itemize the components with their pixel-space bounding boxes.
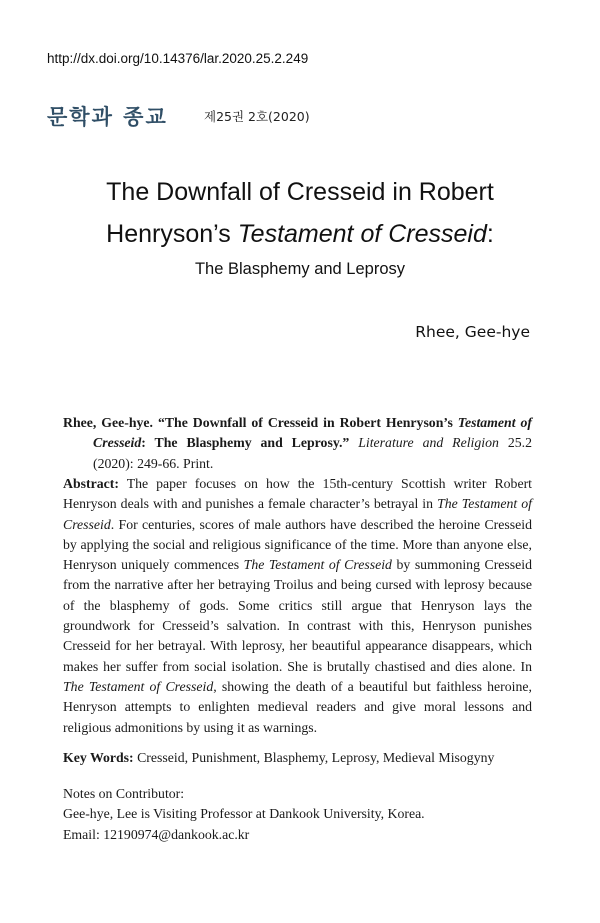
abstract-text-1: The paper focuses on how the 15th-century Scottish writer Robert Henryson deals with and punishes a female character’s betrayal in: [63, 476, 532, 512]
title-italic: Testament of Cresseid: [237, 220, 487, 248]
journal-name: 문학과 종교: [47, 105, 168, 129]
abstract-italic-2: The Testament of Cresseid: [243, 557, 392, 573]
keywords-label: Key Words:: [63, 750, 134, 765]
notes-heading: Notes on Contributor:: [63, 786, 185, 801]
contributor-notes: [63, 784, 425, 845]
abstract-text-4: , showing the death of a beautiful but faithless heroine, Henryson attempts to enlighten medieval readers and give moral lessons and religious admonitions by using it as warnings.: [63, 678, 532, 735]
abstract-text-2: . For centuries, scores of male authors have described the heroine Cresseid by applying the social and religious significance of the time. More than anyone else, Henryson uniquely commences: [63, 516, 532, 573]
abstract: [63, 474, 532, 738]
notes-bio: Gee-hye, Lee is Visiting Professor at Dankook University, Korea.: [63, 806, 425, 822]
paper-title-line2: [0, 220, 600, 249]
title-suffix: :: [486, 220, 494, 248]
paper-subtitle: The Blasphemy and Leprosy: [194, 260, 406, 278]
abstract-label: Abstract:: [63, 476, 119, 491]
keywords-value: Cresseid, Punishment, Blasphemy, Leprosy, Medieval Misogyny: [137, 750, 495, 765]
citation: [63, 413, 532, 474]
citation-title-start: “The Downfall of Cresseid in Robert Henryson’s: [157, 415, 458, 430]
abstract-italic-3: The Testament of Cresseid: [63, 678, 214, 694]
citation-author: Rhee, Gee-hye.: [63, 415, 153, 430]
paper-title-line1: The Downfall of Cresseid in Robert: [106, 178, 494, 206]
citation-journal: Literature and Religion: [358, 435, 499, 451]
doi-link[interactable]: http://dx.doi.org/10.14376/lar.2020.25.2.249: [47, 51, 309, 66]
author-name: Rhee, Gee-hye: [415, 323, 530, 341]
citation-details: 25.2 (2020): 249-66. Print.: [93, 435, 532, 471]
journal-issue: 제25권 2호(2020): [204, 109, 310, 124]
notes-email[interactable]: Email: 12190974@dankook.ac.kr: [63, 826, 250, 842]
citation-title-italic: Testament of Cresseid: [93, 415, 532, 451]
title-prefix: Henryson’s: [106, 220, 238, 248]
abstract-text-3: by summoning Cresseid from the narrative after her betraying Troilus and being cursed with leprosy because of the blasphemy of gods. Some critics still argue that Henryson lays the groundwork for Cresseid’s salvation. In contrast with this, Henryson punishes Cresseid for her betrayal. With leprosy, her beautiful appearance disappears, which makes her suffer from social isolation. She is brutally chastised and dies alone. In: [63, 557, 533, 674]
abstract-italic-1: The Testament of Cresseid: [63, 496, 533, 532]
citation-title-end: : The Blasphemy and Leprosy.”: [141, 435, 350, 451]
keywords: [63, 748, 532, 768]
